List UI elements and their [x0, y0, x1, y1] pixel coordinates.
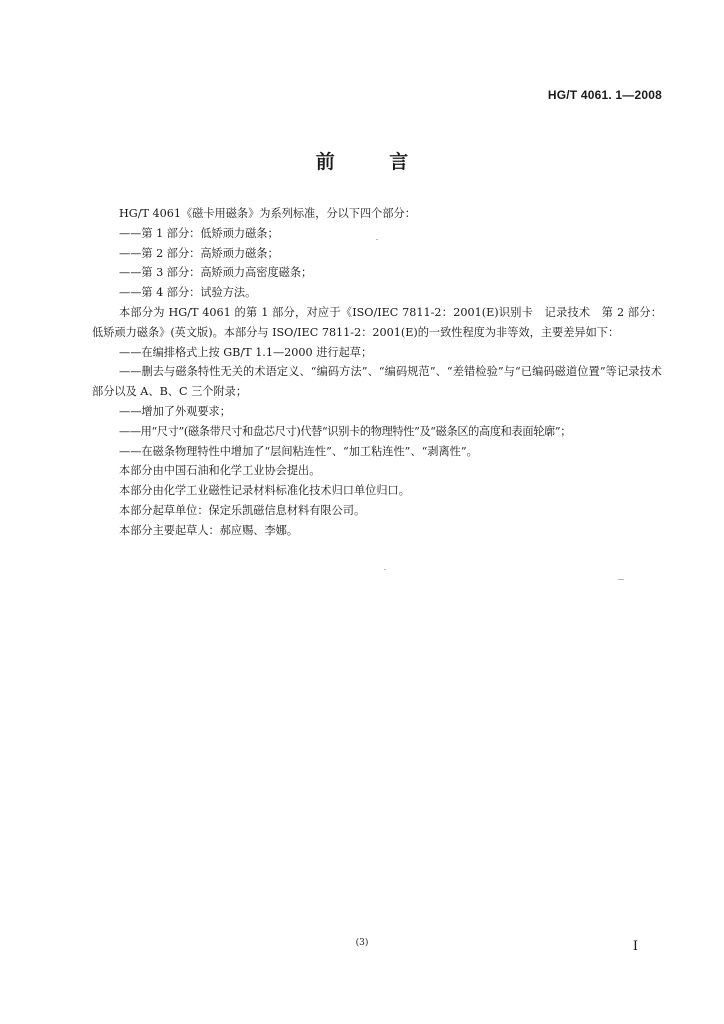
preface-body [92, 204, 662, 541]
list-item-difference-4: ——用“尺寸”(磁条带尺寸和盘芯尺寸)代替“识别卡的物理特性”及“磁条区的高度和表面轮廓”； [119, 424, 572, 438]
page-title: 前 言 [315, 151, 433, 173]
list-item-part-1: ——第 1 部分：低矫顽力磁条； [119, 226, 279, 240]
paragraph-correspondence: 本部分为 HG/T 4061 的第 1 部分，对应于《ISO/IEC 7811-2：2001(E)识别卡 记录技术 第 2 部分：低矫顽力磁条》(英文版)。本部分与 ISO/IEC 7811-2：2001(E)的一致性程度为非等效，主要差异如下： [92, 305, 662, 339]
scan-speck [618, 579, 624, 580]
list-item-difference-3: ——增加了外观要求； [119, 404, 231, 418]
list-item-difference-1: ——在编排格式上按 GB/T 1.1—2000 进行起草； [119, 345, 373, 359]
standard-code: HG/T 4061. 1—2008 [547, 88, 662, 102]
scan-speck [376, 239, 378, 240]
page-number-roman: I [632, 939, 638, 954]
paragraph-centralized-by: 本部分由化学工业磁性记录材料标准化技术归口单位归口。 [119, 484, 410, 498]
list-item-difference-5: ——在磁条物理特性中增加了“层间粘连性”、“加工粘连性”、“剥离性”。 [119, 444, 478, 458]
list-item-part-2: ——第 2 部分：高矫顽力磁条； [119, 246, 279, 260]
scan-speck [384, 569, 386, 570]
paragraph-proposed-by: 本部分由中国石油和化学工业协会提出。 [119, 464, 321, 478]
paragraph-drafters: 本部分主要起草人：郝应赐、李娜。 [119, 523, 299, 537]
list-item-part-3: ——第 3 部分：高矫顽力高密度磁条； [119, 266, 313, 280]
paragraph-intro: HG/T 4061《磁卡用磁条》为系列标准，分以下四个部分： [119, 207, 416, 220]
list-item-part-4: ——第 4 部分：试验方法。 [119, 286, 257, 300]
list-item-difference-2: ——删去与磁条特性无关的术语定义、“编码方法”、“编码规范”、“差错检验”与“已编码磁道位置”等记录技术部分以及 A、B、C 三个附录； [92, 365, 662, 399]
paragraph-drafting-unit: 本部分起草单位：保定乐凯磁信息材料有限公司。 [119, 503, 366, 517]
page-number-center: (3) [355, 938, 369, 948]
